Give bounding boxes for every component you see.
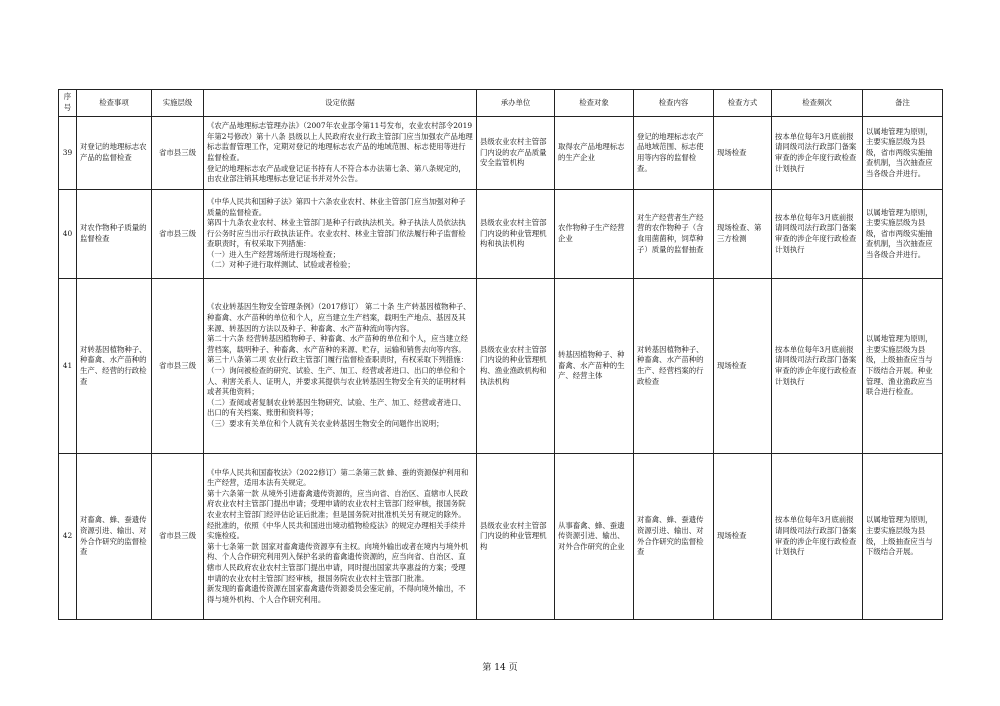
basis-paragraph: 第十六条第一款 从境外引进畜禽遗传资源的，应当向省、自治区、直辖市人民政府农业农村主管部门提出申请；受理申请的农业农村主管部门经审核，报国务院农业农村主管部门经评估论证后批准；但是国务院对批准机关另有规定的除外。经批准的，依照《中华人民共和国进出境动植物检疫法》的规定办理相关手续并实施检疫。 [207, 488, 469, 541]
cell-no: 42 [59, 454, 77, 620]
cell-object: 从事畜禽、蜂、蚕遗传资源引进、输出、对外合作研究的企业 [555, 454, 634, 620]
col-header-content: 检查内容 [634, 90, 714, 117]
cell-item: 对农作物种子质量的监督检查 [77, 190, 152, 279]
basis-paragraph: 第四十九条农业农村、林业主管部门是种子行政执法机关。种子执法人员依法执行公务时应当出示行政执法证件。农业农村、林业主管部门依法履行种子监督检查职责时，有权采取下列措施： [207, 218, 466, 249]
basis-paragraph: （一）询问被检查的研究、试验、生产、加工、经营或者进口、出口的单位和个人、利害关系人、证明人，并要求其提供与农业转基因生物安全有关的证明材料或者其他资料； [207, 366, 466, 397]
cell-level: 省市县三级 [152, 454, 204, 620]
col-header-item: 检查事项 [77, 90, 152, 117]
cell-level: 省市县三级 [152, 190, 204, 279]
cell-basis [204, 454, 477, 620]
table-row [59, 190, 943, 279]
header-row [59, 90, 943, 117]
cell-object: 转基因植物种子、种畜禽、水产苗种的生产、经营主体 [555, 279, 634, 454]
inspection-table [58, 89, 943, 620]
cell-frequency: 按本单位每年3月底前报请同级司法行政部门备案审查的涉企年度行政检查计划执行 [772, 279, 863, 454]
basis-paragraph: 登记的地理标志农产品或登记证书持有人不符合本办法第七条、第八条规定的，由农业部注销其地理标志登记证书并对外公告。 [207, 163, 466, 184]
col-header-frequency: 检查频次 [772, 90, 863, 117]
cell-content: 对转基因植物种子、种畜禽、水产苗种的生产、经营档案的行政检查 [634, 279, 714, 454]
col-header-level: 实施层级 [152, 90, 204, 117]
basis-paragraph: 新发现的畜禽遗传资源在国家畜禽遗传资源委员会鉴定前，不得向境外输出，不得与境外机构、个人合作研究利用。 [207, 584, 466, 604]
basis-paragraph: 第二十六条 经营转基因植物种子、种畜禽、水产苗种的单位和个人，应当建立经营档案，载明种子、种畜禽、水产苗种的来源、贮存，运输和销售去向等内容。 [207, 334, 469, 354]
cell-basis [204, 279, 477, 454]
cell-item: 对登记的地理标志农产品的监督检查 [77, 117, 152, 190]
table-row [59, 454, 943, 620]
cell-unit: 县级农业农村主管部门内设的种业管理机构和执法机构 [477, 190, 555, 279]
basis-paragraph: 第三十八条第二项 农业行政主管部门履行监督检查职责时，有权采取下列措施： [207, 355, 469, 365]
cell-frequency: 按本单位每年3月底前报请同级司法行政部门备案审查的涉企年度行政检查计划执行 [772, 117, 863, 190]
cell-method: 现场检查 [714, 279, 772, 454]
cell-remark: 以属地管理为原则，主要实施层级为县级，省市两级实施抽查机制，当次抽查应当各级合并进行。 [863, 117, 943, 190]
table-row [59, 279, 943, 454]
cell-object: 农作物种子生产经营企业 [555, 190, 634, 279]
cell-method: 现场检查、第三方检测 [714, 190, 772, 279]
col-header-object: 检查对象 [555, 90, 634, 117]
col-header-remark: 备注 [863, 90, 943, 117]
cell-remark: 以属地管理为原则，主要实施层级为县级，省市两级实施抽查机制，当次抽查应当各级合并进行。 [863, 190, 943, 279]
basis-paragraph: （三）要求有关单位和个人就有关农业转基因生物安全的问题作出说明； [207, 418, 444, 428]
cell-frequency: 按本单位每年3月底前报请同级司法行政部门备案审查的涉企年度行政检查计划执行 [772, 454, 863, 620]
basis-paragraph: （二）查阅或者复制农业转基因生物研究、试验、生产、加工、经营或者进口、出口的有关档案、账册和资料等； [207, 397, 466, 418]
table-row [59, 117, 943, 190]
cell-frequency: 按本单位每年3月底前报请同级司法行政部门备案审查的涉企年度行政检查计划执行 [772, 190, 863, 279]
col-header-basis: 设定依据 [204, 90, 477, 117]
basis-paragraph: 《中华人民共和国种子法》第四十六条农业农村、林业主管部门应当加强对种子质量的监督检查。 [207, 196, 466, 217]
cell-content: 对畜禽、蜂、蚕遗传资源引进、输出、对外合作研究的监督检查 [634, 454, 714, 620]
page-number: 第 14 页 [482, 663, 518, 673]
cell-unit: 县级农业农村主管部门内设的种业管理机构 [477, 454, 555, 620]
cell-remark: 以属地管理为原则，主要实施层级为县级，上级抽查应当与下级结合开展。 [863, 454, 943, 620]
basis-paragraph: 《农产品地理标志管理办法》（2007年农业部令第11号发布，农业农村部令2019年第2号修改）第十八条 县级以上人民政府农业行政主管部门应当加强农产品地理标志监督管理工作，定期对登记的地理标志农产品的地域范围、标志使用等进行监督检查。 [207, 121, 473, 162]
cell-item: 对畜禽、蜂、蚕遗传资源引进、输出、对外合作研究的监督检查 [77, 454, 152, 620]
cell-method: 现场检查 [714, 454, 772, 620]
cell-object: 取得农产品地理标志的生产企业 [555, 117, 634, 190]
basis-paragraph: （二）对种子进行取样测试、试验或者检验； [207, 260, 355, 270]
cell-unit: 县级农业农村主管部门内设的种业管理机构、渔业渔政机构和执法机构 [477, 279, 555, 454]
basis-paragraph: 第十七条第一款 国家对畜禽遗传资源享有主权。向境外输出或者在境内与境外机构、个人合作研究利用列入保护名录的畜禽遗传资源的，应当向省、自治区、直辖市人民政府农业农村主管部门提出申请，同时提出国家共享惠益的方案；受理申请的农业农村主管部门经审核，报国务院农业农村主管部门批准。 [207, 541, 469, 583]
basis-paragraph: 《农业转基因生物安全管理条例》（2017修订） 第二十条 生产转基因植物种子、种畜禽、水产苗种的单位和个人，应当建立生产档案，载明生产地点、基因及其来源、转基因的方法以及种子、种畜禽、水产苗种流向等内容。 [207, 302, 471, 333]
cell-no: 39 [59, 117, 77, 190]
cell-remark: 以属地管理为原则，主要实施层级为县级，上级抽查应当与下级结合开展。种业管理、渔业渔政应当联合进行检查。 [863, 279, 943, 454]
cell-basis [204, 117, 477, 190]
col-header-no: 序号 [59, 90, 77, 117]
cell-content: 登记的地理标志农产品地域范围、标志使用等内容的监督检查。 [634, 117, 714, 190]
cell-level: 省市县三级 [152, 279, 204, 454]
col-header-method: 检查方式 [714, 90, 772, 117]
cell-unit: 县级农业农村主管部门内设的农产品质量安全监管机构 [477, 117, 555, 190]
cell-basis [204, 190, 477, 279]
cell-level: 省市县三级 [152, 117, 204, 190]
col-header-unit: 承办单位 [477, 90, 555, 117]
cell-no: 40 [59, 190, 77, 279]
cell-no: 41 [59, 279, 77, 454]
basis-paragraph: （一）进入生产经营场所进行现场检查； [207, 249, 341, 259]
cell-content: 对生产经营者生产经营的农作物种子（含食用菌菌种，饲草种子）质量的监督抽查 [634, 190, 714, 279]
cell-item: 对转基因植物种子、种畜禽、水产苗种的生产、经营的行政检查 [77, 279, 152, 454]
cell-method: 现场检查 [714, 117, 772, 190]
basis-paragraph: 《中华人民共和国畜牧法》（2022修订）第二条第三款 蜂、蚕的资源保护利用和生产经营，适用本法有关规定。 [207, 467, 469, 488]
